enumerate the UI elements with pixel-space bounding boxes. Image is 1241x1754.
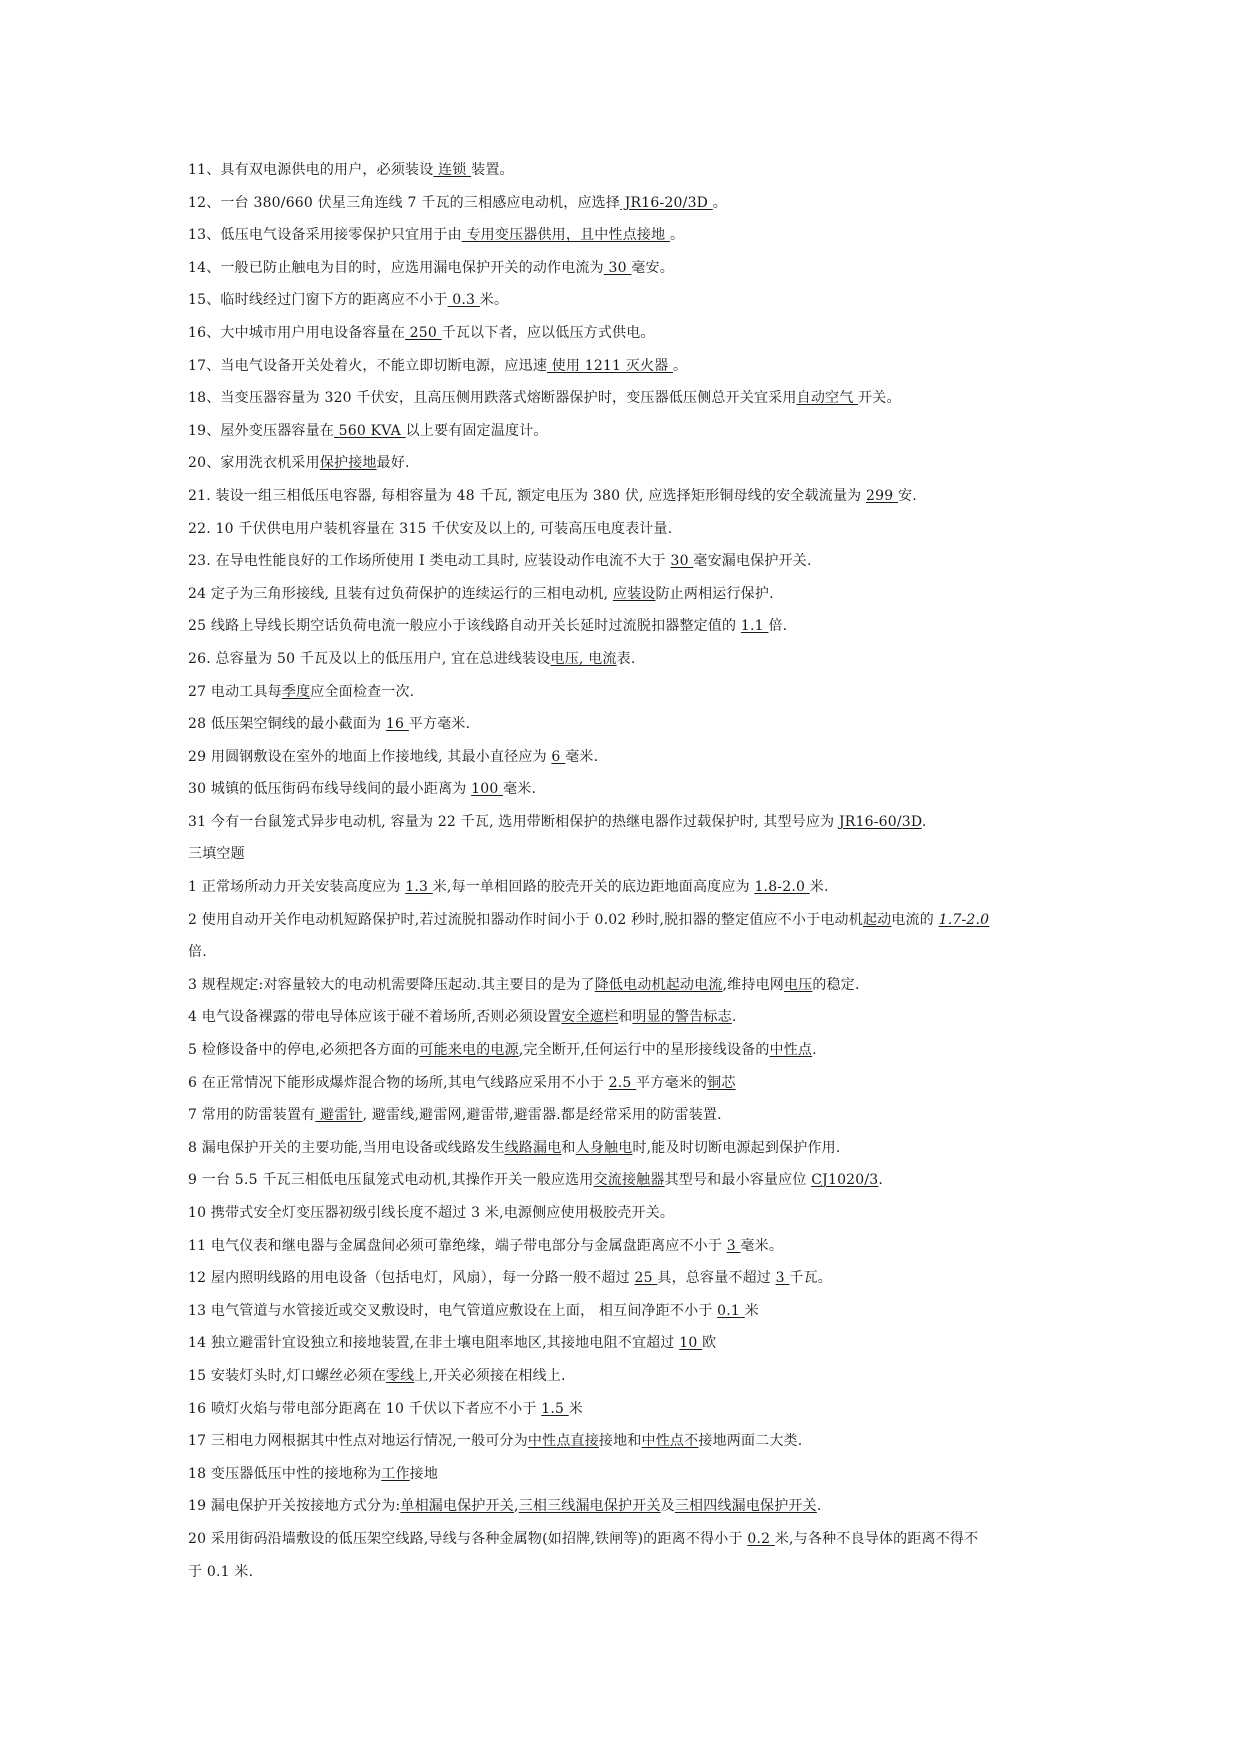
text-line [188,1001,1058,1034]
answer-blank: 299 [866,487,898,504]
text-segment: 米。 [479,292,509,309]
text-segment: 及 [660,1498,675,1515]
text-line [188,1556,1058,1589]
text-segment: 2 使用自动开关作电动机短路保护时,若过流脱扣器动作时间小于 0.02 秒时,脱扣器的整定值应不小于电动机 [188,911,863,928]
answer-blank: 1.1 [740,618,769,635]
text-segment: 8 漏电保护开关的主要功能,当用电设备或线路发生 [188,1139,505,1156]
text-segment: 千瓦以下者，应以低压方式供电。 [441,324,655,341]
text-segment: 9 一台 5.5 千瓦三相低电压鼠笼式电动机,其操作开关一般应选用 [188,1172,594,1189]
text-segment: 4 电气设备裸露的带电导体应该于碰不着场所,否则必须设置 [188,1009,562,1026]
text-segment: 20 采用街码沿墙敷设的低压架空线路,导线与各种金属物(如招牌,铁闸等)的距离不得小于 [188,1530,748,1547]
text-line [188,1490,1058,1523]
text-segment: 24 定子为三角形接线, 且装有过负荷保护的连续运行的三相电动机, [188,585,613,602]
answer-blank: 可能来电的电源 [419,1042,519,1059]
text-segment: 22. 10 千伏供电用户装机容量在 315 千伏安及以上的, 可装高压电度表计量. [188,520,673,537]
text-line [188,1360,1058,1393]
answer-blank: 25 [634,1270,658,1287]
text-line [188,317,1058,350]
answer-blank: 连锁 [433,162,472,178]
text-segment: 开关。 [858,390,901,407]
text-segment: 14、一般已防止触电为目的时，应选用漏电保护开关的动作电流为 [188,259,604,276]
answer-blank: 起动 [862,911,892,928]
text-segment: 15 安装灯头时,灯口螺丝必须在 [188,1367,386,1384]
text-line [188,969,1058,1002]
answer-blank: 1.3 [405,879,433,896]
text-segment: 毫米. [565,748,599,765]
text-segment: 三填空题 [188,846,245,863]
answer-blank: 1.7-2.0 [938,911,990,928]
answer-blank: 保护接地 [319,455,377,472]
text-segment: 表. [616,650,636,667]
text-segment: 最好. [376,455,410,472]
text-line [188,1067,1058,1100]
text-segment: . [921,813,927,830]
text-segment: 具，总容量不超过 [657,1270,776,1287]
text-segment: 26. 总容量为 50 千瓦及以上的低压用户, 宜在总进线装设 [188,650,551,667]
text-segment: 1 正常场所动力开关安装高度应为 [188,879,406,896]
text-line [188,447,1058,480]
text-segment: 平方毫米的 [636,1074,708,1091]
text-line [188,1393,1058,1426]
text-segment: 于 0.1 米. [188,1563,254,1580]
answer-blank: 单相漏电保护开关 [400,1498,514,1515]
answer-blank: 0.1 [717,1302,745,1319]
text-segment: 19、屋外变压器容量在 [188,422,335,439]
text-segment: 倍. [188,944,207,961]
text-segment: 接地和 [598,1433,642,1450]
text-line [188,350,1058,383]
text-segment: 米 [744,1302,759,1319]
text-segment: 米,每一单相回路的胶壳开关的底边距地面高度应为 [432,879,755,896]
text-line [188,741,1058,774]
text-segment: . [812,1042,817,1059]
text-segment: 千瓦。 [789,1270,833,1287]
text-segment: 米. [809,879,829,896]
text-segment: 上,开关必须接在相线上. [414,1367,566,1384]
answer-blank: 工作 [381,1465,410,1482]
text-segment: 18、当变压器容量为 320 千伏安，且高压侧用跌落式熔断器保护时，变压器低压侧总开关宜采用 [188,390,797,407]
text-line [188,1197,1058,1230]
text-line [188,1164,1058,1197]
text-segment: 12 屋内照明线路的用电设备（包括电灯，风扇），每一分路一般不超过 [188,1270,635,1287]
text-segment: . [816,1498,822,1515]
text-segment: 毫米。 [740,1237,784,1254]
answer-blank: 交流接触器 [593,1172,665,1189]
text-segment: 12、一台 380/660 伏星三角连线 7 千瓦的三相感应电动机，应选择 [188,194,621,211]
answer-blank: 10 [679,1335,703,1352]
answer-blank: 季度 [281,683,311,700]
answer-blank: 明显的警告标志 [632,1009,732,1026]
text-segment: 毫安漏电保护开关. [693,553,812,570]
text-line [188,382,1058,415]
text-line [188,1262,1058,1295]
text-segment: 3 规程规定:对容量较大的电动机需要降压起动.其主要目的是为了 [188,976,595,993]
answer-blank: JR16-20/3D [620,194,713,211]
text-segment: 25 线路上导线长期空话负荷电流一般应小于该线路自动开关长延时过流脱扣器整定值的 [188,618,741,635]
text-segment: 27 电动工具每 [188,683,282,700]
text-segment: 和 [618,1009,633,1026]
answer-blank: 0.3 [447,292,480,309]
text-segment: 的稳定. [812,976,860,993]
text-line [188,480,1058,513]
answer-blank: 降低电动机起动电流 [594,976,723,993]
text-segment: 31 今有一台鼠笼式异步电动机, 容量为 22 千瓦, 选用带断相保护的热继电器作过载保护时, 其型号应为 [188,813,839,830]
answer-blank: 电压, 电流 [550,650,617,667]
text-segment: 平方毫米. [408,716,471,733]
text-line [188,1034,1058,1067]
text-line [188,806,1058,839]
text-segment: 应全面检查一次. [310,683,415,700]
text-segment: 28 低压架空铜线的最小截面为 [188,716,386,733]
text-line [188,219,1058,252]
text-segment: 17、当电气设备开关处着火，不能立即切断电源，应迅速 [188,357,548,374]
text-segment: 装置。 [471,162,514,178]
text-segment: 。 [669,227,685,244]
text-line [188,904,1058,937]
text-segment: 欧 [702,1335,717,1352]
answer-blank: 零线 [385,1367,415,1384]
answer-blank: 中性点不 [641,1433,699,1450]
text-line [188,545,1058,578]
answer-blank: 避雷针 [315,1107,363,1124]
answer-blank: 100 [471,781,504,798]
text-segment: 毫安。 [631,259,674,276]
text-segment: 20、家用洗衣机采用 [188,455,320,472]
text-line [188,773,1058,806]
text-segment: 米,与各种不良导体的距离不得不 [774,1530,979,1547]
text-line [188,676,1058,709]
text-line [188,610,1058,643]
text-segment: 16 喷灯火焰与带电部分距离在 10 千伏以下者应不小于 [188,1400,542,1417]
text-segment: 防止两相运行保护. [655,585,774,602]
answer-blank: 2.5 [608,1074,637,1091]
text-segment: 。 [673,357,688,374]
answer-blank: 三相四线漏电保护开关 [674,1498,817,1515]
answer-blank: 铜芯 [707,1074,736,1091]
answer-blank: 0.2 [747,1530,775,1547]
text-segment: 接地 [409,1465,439,1482]
answer-blank: 560 KVA [334,422,406,439]
text-segment: 米 [568,1400,583,1417]
text-line [188,1458,1058,1491]
text-segment: 18 变压器低压中性的接地称为 [188,1465,382,1482]
text-segment: , [514,1498,519,1515]
answer-blank: 电压 [784,976,813,993]
text-line [188,1230,1058,1263]
answer-blank: 250 [405,324,442,341]
text-segment: 10 携带式安全灯变压器初级引线长度不超过 3 米,电源侧应使用极胶壳开关。 [188,1205,675,1221]
answer-blank: 使用 1211 灭火器 [547,357,674,374]
text-line [188,415,1058,448]
text-segment: 倍. [768,618,788,635]
text-segment: 。 [712,194,727,211]
text-segment: 13 电气管道与水管接近或交叉敷设时，电气管道应敷设在上面， 相互间净距不小于 [188,1302,718,1319]
answer-blank: 应装设 [612,585,656,602]
text-line [188,1295,1058,1328]
answer-blank: 中性点 [769,1042,813,1059]
answer-blank: CJ1020/3 [811,1172,879,1189]
text-segment: 6 在正常情况下能形成爆炸混合物的场所,其电气线路应采用不小于 [188,1074,609,1091]
answer-blank: 30 [670,553,694,570]
answer-blank: 30 [603,259,632,276]
text-line [188,838,1058,871]
text-segment: 14 独立避雷针宜设独立和接地装置,在非土壤电阻率地区,其接地电阻不宜超过 [188,1335,680,1352]
text-segment: 其型号和最小容量应位 [664,1172,812,1189]
answer-blank: 线路漏电 [504,1139,562,1156]
answer-blank: 人身触电 [575,1139,633,1156]
answer-blank: JR16-60/3D [838,813,922,830]
document-body [188,154,1058,1588]
text-segment: 23. 在导电性能良好的工作场所使用 I 类电动工具时, 应装设动作电流不大于 [188,553,671,570]
text-line [188,252,1058,285]
text-segment: 和 [561,1139,576,1156]
text-line [188,187,1058,220]
answer-blank: 三相三线漏电保护开关 [518,1498,661,1515]
text-line [188,513,1058,546]
text-segment: 17 三相电力网根据其中性点对地运行情况,一般可分为 [188,1433,528,1450]
text-line [188,643,1058,676]
text-segment: 毫米. [503,781,537,798]
text-segment: 11 电气仪表和继电器与金属盘间必须可靠绝缘，端子带电部分与金属盘距离应不小于 [188,1237,727,1254]
text-segment: 安. [898,487,917,504]
answer-blank: 3 [775,1270,790,1287]
answer-blank: 6 [551,748,566,765]
answer-blank: 中性点直接 [527,1433,599,1450]
text-segment: 13、低压电气设备采用接零保护只宜用于由 [188,227,462,244]
text-segment: 以上要有固定温度计。 [405,422,548,439]
text-line [188,1099,1058,1132]
text-segment: , 避雷线,避雷网,避雷带,避雷器.都是经常采用的防雷装置. [362,1107,722,1124]
text-segment: 11、具有双电源供电的用户，必须装设 [188,162,434,178]
text-line [188,1523,1058,1556]
text-line [188,1327,1058,1360]
answer-blank: 1.8-2.0 [754,879,810,896]
answer-blank: 1.5 [541,1400,569,1417]
text-segment: 21. 装设一组三相低压电容器, 每相容量为 48 千瓦, 额定电压为 380 伏, 应选择矩形铜母线的安全载流量为 [188,487,867,504]
text-line [188,871,1058,904]
text-line [188,1425,1058,1458]
text-segment: 16、大中城市用户用电设备容量在 [188,324,406,341]
text-segment: ,维持电网 [722,976,784,993]
text-segment: 15、临时线经过门窗下方的距离应不小于 [188,292,448,309]
text-line [188,1132,1058,1165]
text-segment: 19 漏电保护开关按接地方式分为: [188,1498,401,1515]
text-segment: 5 检修设备中的停电,必须把各方面的 [188,1042,420,1059]
answer-blank: 安全遮栏 [561,1009,619,1026]
text-segment: 电流的 [891,911,939,928]
text-line [188,708,1058,741]
text-line [188,154,1058,187]
text-line [188,578,1058,611]
text-segment: 接地两面二大类. [698,1433,803,1450]
text-segment: ,完全断开,任何运行中的星形接线设备的 [518,1042,770,1059]
answer-blank: 自动空气 [796,390,859,407]
text-line [188,284,1058,317]
text-segment: 30 城镇的低压街码布线导线间的最小距离为 [188,781,472,798]
answer-blank: 专用变压器供用，且中性点接地 [461,227,670,244]
answer-blank: 3 [726,1237,741,1254]
text-segment: 29 用圆钢敷设在室外的地面上作接地线, 其最小直径应为 [188,748,552,765]
text-segment: . [731,1009,737,1026]
text-segment: 7 常用的防雷装置有 [188,1107,316,1124]
text-segment: 时,能及时切断电源起到保护作用. [632,1139,841,1156]
text-segment: . [878,1172,884,1189]
text-line [188,936,1058,969]
answer-blank: 16 [385,716,409,733]
